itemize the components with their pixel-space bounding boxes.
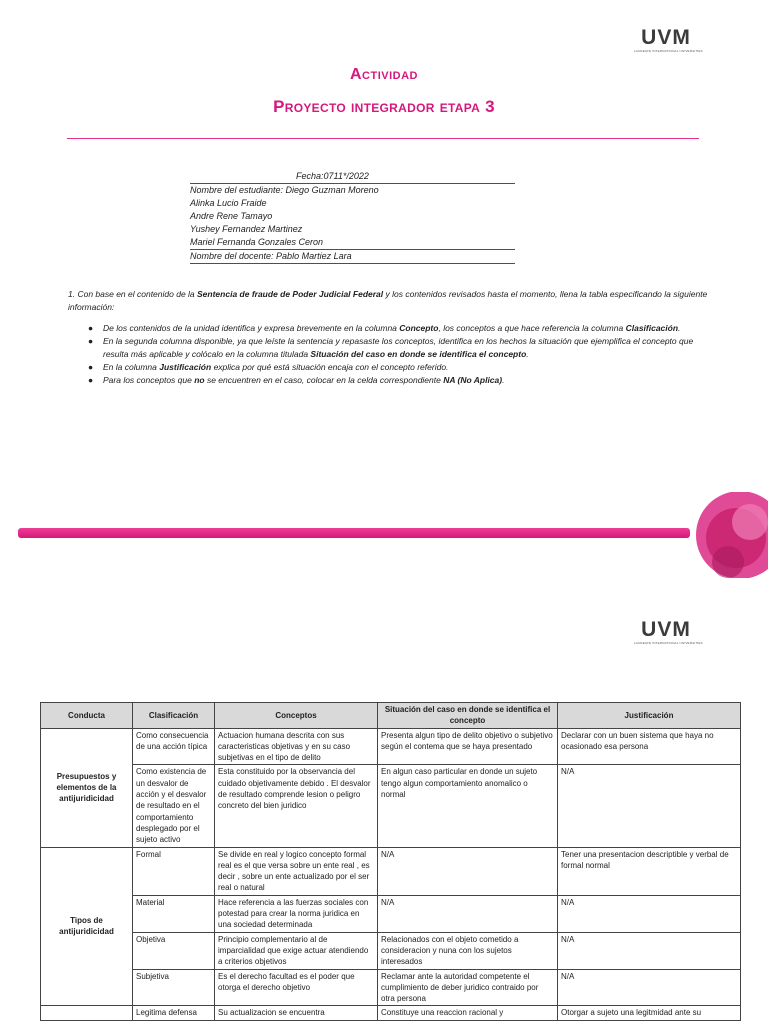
instruction-item: ● Para los conceptos que no se encuentren en el caso, colocar en la celda correspondiente NA (No Aplica). [88,375,505,385]
table-row [41,728,741,765]
concepts-table-wrapper [40,702,740,1021]
concepto-cell: Actuacion humana descrita con sus caracteristicas objetivas y en su caso subjetivas en el tipo de delito [215,728,378,765]
team-member-3: Yushey Fernandez Martinez [190,224,303,234]
activity-title: Actividad [350,66,418,83]
table-row [41,932,741,969]
header-clasificacion: Clasificación [133,703,215,729]
student-name: Nombre del estudiante: Diego Guzman Moreno [190,185,379,195]
justificacion-cell: Declarar con un buen sistema que haya no ocasionado esa persona [558,728,741,765]
teacher-name: Nombre del docente: Pablo Martiez Lara [190,250,515,264]
team-member-2: Andre Rene Tamayo [190,211,273,221]
table-header-row [41,703,741,729]
team-member-1: Alinka Lucio Fraide [190,198,267,208]
concepto-cell: Es el derecho facultad es el poder que otorga el derecho objetivo [215,969,378,1006]
table-row [41,895,741,932]
clasificacion-cell: Material [133,895,215,932]
clasificacion-cell: Como existencia de un desvalor de acción y el desvalor de resultado en el comportamiento desplegado por el sujeto activo [133,765,215,847]
conducta-cell: Presupuestos y elementos de la antijuridicidad [41,728,133,847]
project-subtitle: Proyecto integrador etapa 3 [273,97,495,116]
intro-text-1: 1. Con base en el contenido de la [68,289,198,299]
table-row [41,969,741,1006]
bullet-icon: ● [88,375,94,385]
decorative-circles-graphic [678,492,768,578]
situacion-cell: N/A [378,895,558,932]
uvm-logo [634,618,703,645]
situacion-cell: Constituye una reaccion racional y [378,1006,558,1020]
clasificacion-cell: Subjetiva [133,969,215,1006]
instructions-paragraph [68,288,708,314]
justificacion-cell: N/A [558,895,741,932]
uvm-logo [634,26,703,53]
logo-tagline: LAUREATE INTERNATIONAL UNIVERSITIES [634,641,703,645]
title-divider [67,138,699,139]
concepts-table [40,702,741,1021]
justificacion-cell: Tener una presentacion descriptible y verbal de formal normal [558,847,741,895]
concepto-cell: Esta constituido por la observancia del cuidado objetivamente debido . El desvalor de resultado comprende lesion o peligro concreto del bien juridico [215,765,378,847]
situacion-cell: Relacionados con el objeto cometido a consideracion y nuna con los sujetos interesados [378,932,558,969]
logo-tagline: LAUREATE INTERNATIONAL UNIVERSITIES [634,49,703,53]
conducta-cell: Tipos de antijuridicidad [41,847,133,1006]
justificacion-cell: Otorgar a sujeto una legitmidad ante su [558,1006,741,1020]
header-conceptos: Conceptos [215,703,378,729]
clasificacion-cell: Como consecuencia de una acción típica [133,728,215,765]
decorative-pink-band [18,528,690,538]
justificacion-cell: N/A [558,932,741,969]
date-line: Fecha:0711*/2022 [190,170,515,184]
justificacion-cell: N/A [558,765,741,847]
header-situacion: Situación del caso en donde se identifica el concepto [378,703,558,729]
clasificacion-cell: Formal [133,847,215,895]
instruction-item: ● En la segunda columna disponible, ya que leíste la sentencia y repasaste los conceptos, identifica en los hechos la situación que ejemplifica el concepto que resulta más aplicable y colócalo en la columna titulada Situación del caso en donde se identifica el concepto. [88,336,694,359]
situacion-cell: Presenta algun tipo de delito objetivo o subjetivo según el contema que se haya presentado [378,728,558,765]
situacion-cell: Reclamar ante la autoridad competente el cumplimiento de deber juridico contraido por otra persona [378,969,558,1006]
justificacion-cell: N/A [558,969,741,1006]
student-info-block [190,170,515,264]
header-justificacion: Justificación [558,703,741,729]
situacion-cell: N/A [378,847,558,895]
team-member-4: Mariel Fernanda Gonzales Ceron [190,236,515,250]
concepto-cell: Hace referencia a las fuerzas sociales con potestad para crear la norma juridica en una sociedad determinada [215,895,378,932]
bullet-icon: ● [88,323,94,333]
bullet-icon: ● [88,336,94,346]
intro-text-2: y los contenidos revisados hasta el momento, llena la tabla especificando la siguiente información: [68,289,708,312]
concepto-cell: Principio complementario al de imparcialidad que exige actuar atendiendo a criterios objetivos [215,932,378,969]
header-conducta: Conducta [41,703,133,729]
concepto-cell: Se divide en real y logico concepto formal real es el que versa sobre un ente real , es decir , sobre un ente actualizado por el ser real o natural [215,847,378,895]
clasificacion-cell: Objetiva [133,932,215,969]
bullet-icon: ● [88,362,94,372]
instruction-item: ● De los contenidos de la unidad identifica y expresa brevemente en la columna Concepto, los conceptos a que hace referencia la columna Clasificación. [88,323,681,333]
table-row [41,847,741,895]
situacion-cell: En algun caso particular en donde un sujeto tengo algun comportamiento anomalico o normal [378,765,558,847]
conducta-cell [41,1006,133,1020]
logo-mark: UVM [641,618,691,641]
document-page-2 [0,590,768,1024]
intro-bold: Sentencia de fraude de Poder Judicial Federal [197,289,384,299]
table-row [41,1006,741,1020]
concepto-cell: Su actualizacion se encuentra [215,1006,378,1020]
logo-mark: UVM [641,26,691,49]
table-row [41,765,741,847]
clasificacion-cell: Legitima defensa [133,1006,215,1020]
instructions-list [86,322,711,387]
instruction-item: ● En la columna Justificación explica por qué está situación encaja con el concepto referido. [88,362,449,372]
